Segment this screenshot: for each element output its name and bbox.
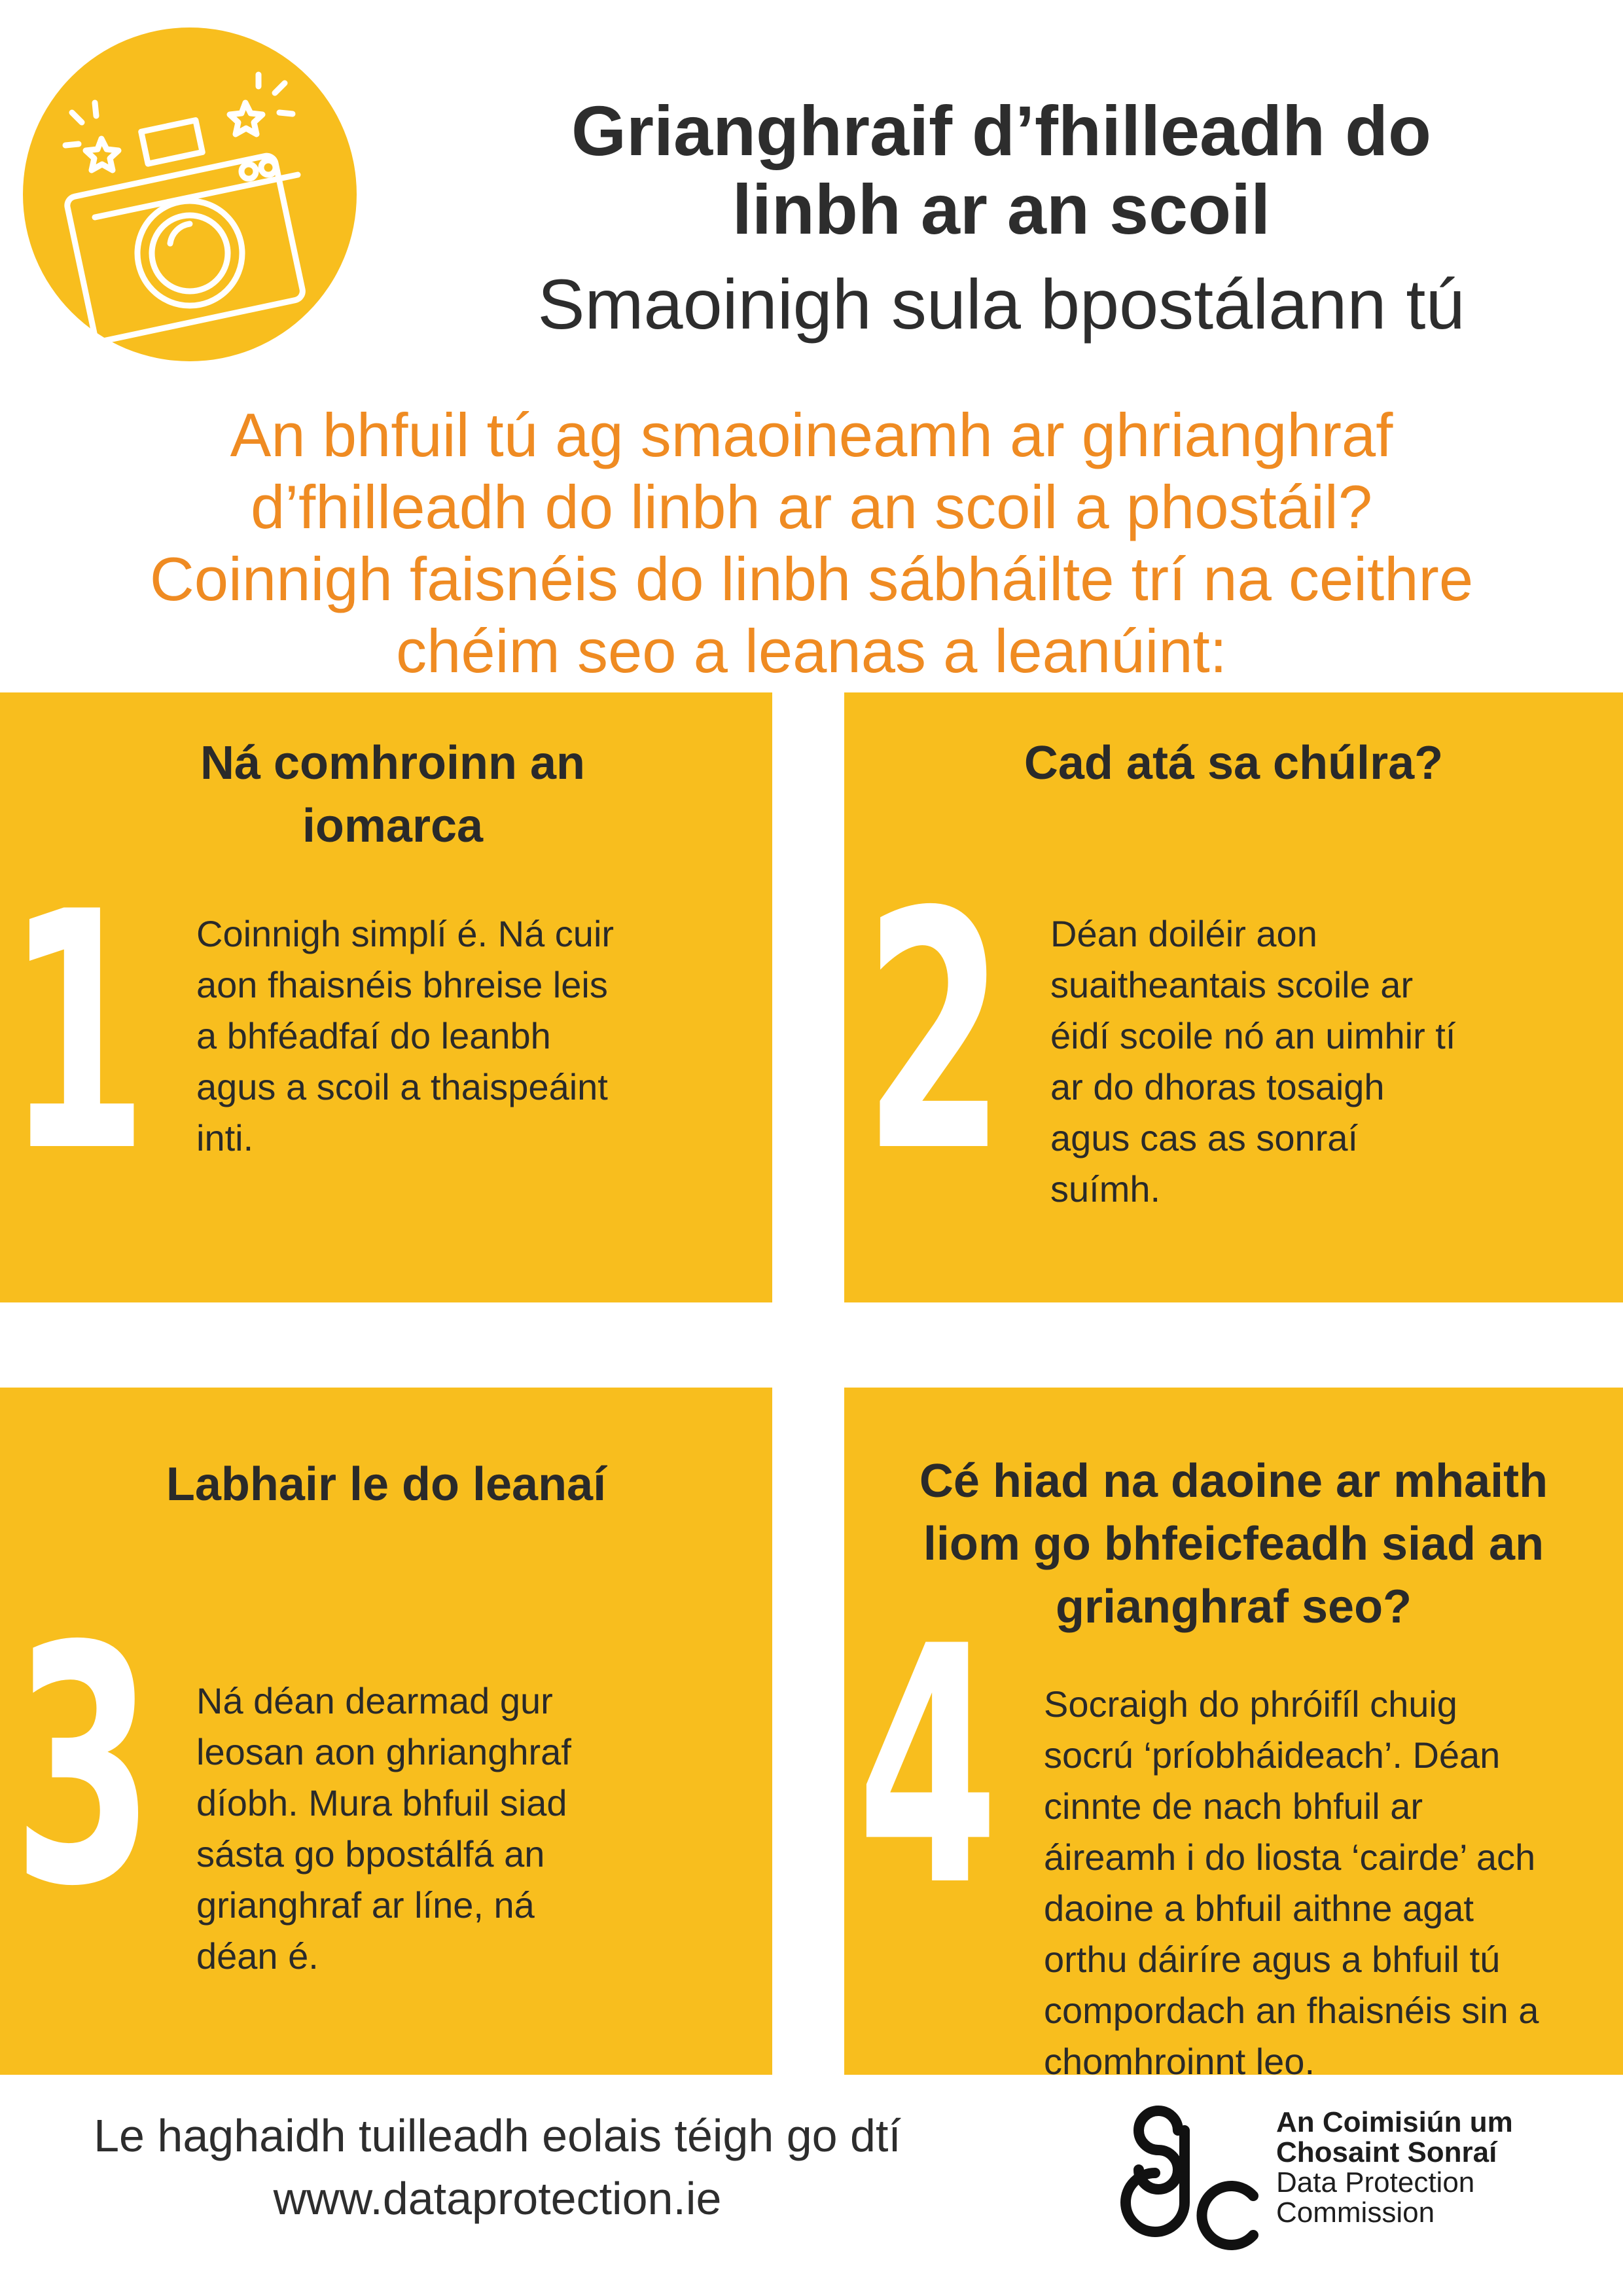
camera-badge xyxy=(23,27,357,361)
logo-name-en: Commission xyxy=(1276,2197,1435,2229)
step-4-body-line: daoine a bhfuil aithne agat xyxy=(1044,1888,1474,1929)
dpc-logo-text xyxy=(1276,2108,1513,2228)
title-line-2: linbh ar an scoil xyxy=(732,170,1271,249)
intro-text xyxy=(39,399,1584,687)
footer-info xyxy=(39,2104,955,2230)
step-1-number: 1 xyxy=(7,842,144,1223)
step-3-body-line: leosan aon ghrianghraf xyxy=(196,1731,571,1772)
camera-icon xyxy=(23,27,357,361)
logo-name-ga: An Coimisiún um xyxy=(1276,2106,1513,2138)
title-line-1: Grianghraif d’fhilleadh do xyxy=(571,91,1432,170)
step-3-body-line: sásta go bpostálfá an xyxy=(196,1833,545,1874)
step-4-body-line: cinnte de nach bhfuil ar xyxy=(1044,1785,1423,1827)
step-4-body-line: Socraigh do phróifíl chuig xyxy=(1044,1683,1457,1725)
step-4-heading-line: grianghraf seo? xyxy=(1055,1581,1412,1633)
step-2-body xyxy=(1050,908,1455,1215)
step-3-body-line: díobh. Mura bhfuil siad xyxy=(196,1782,567,1823)
step-2-heading xyxy=(870,732,1597,795)
step-panel-2 xyxy=(844,692,1623,1302)
step-4-body-line: chomhroinnt leo. xyxy=(1044,2041,1315,2082)
footer-link[interactable]: www.dataprotection.ie xyxy=(273,2173,722,2224)
step-2-body-line: agus cas as sonraí xyxy=(1050,1117,1359,1158)
step-3-heading-line: Labhair le do leanaí xyxy=(166,1458,607,1511)
step-2-heading-line: Cad atá sa chúlra? xyxy=(1024,737,1444,789)
step-2-body-line: suaitheantais scoile ar xyxy=(1050,964,1414,1005)
step-4-number: 4 xyxy=(857,1577,995,1958)
step-panel-1 xyxy=(0,692,772,1302)
step-3-body-line: Ná déan dearmad gur xyxy=(196,1680,553,1721)
step-2-body-line: suímh. xyxy=(1050,1168,1161,1210)
step-1-body-line: a bhféadfaí do leanbh xyxy=(196,1015,551,1056)
page-subtitle: Smaoinigh sula bpostálann tú xyxy=(537,264,1465,344)
step-1-body-line: aon fhaisnéis bhreise leis xyxy=(196,964,608,1005)
step-3-number: 3 xyxy=(13,1577,151,1958)
step-4-body-line: áireamh i do liosta ‘cairde’ ach xyxy=(1044,1837,1536,1878)
step-2-body-line: Déan doiléir aon xyxy=(1050,913,1317,954)
step-4-body xyxy=(1044,1679,1539,2087)
step-4-heading-line: liom go bhfeicfeadh siad an xyxy=(923,1518,1544,1570)
step-2-number: 2 xyxy=(864,842,1001,1223)
step-1-body xyxy=(196,908,614,1164)
page-title xyxy=(406,92,1597,249)
step-3-body-line: grianghraf ar líne, ná xyxy=(196,1884,535,1926)
step-1-heading-line: iomarca xyxy=(302,800,484,852)
step-1-body-line: Coinnigh simplí é. Ná cuir xyxy=(196,913,615,954)
step-1-body-line: inti. xyxy=(196,1117,254,1158)
step-4-body-line: compordach an fhaisnéis sin a xyxy=(1044,1990,1539,2031)
step-2-body-line: ar do dhoras tosaigh xyxy=(1050,1066,1385,1107)
step-1-heading xyxy=(79,732,707,857)
step-panel-4 xyxy=(844,1388,1623,2082)
step-1-heading-line: Ná comhroinn an xyxy=(200,737,586,789)
step-1-body-line: agus a scoil a thaispeáint xyxy=(196,1066,608,1107)
step-4-heading-line: Cé hiad na daoine ar mhaith xyxy=(919,1455,1548,1507)
intro-line: An bhfuil tú ag smaoineamh ar ghrianghraf xyxy=(230,401,1393,469)
intro-line: Coinnigh faisnéis do linbh sábháilte trí na ceithre xyxy=(149,545,1474,613)
step-4-body-line: socrú ‘príobháideach’. Déan xyxy=(1044,1734,1501,1776)
step-3-heading xyxy=(52,1453,720,1516)
step-2-body-line: éidí scoile nó an uimhir tí xyxy=(1050,1015,1456,1056)
step-3-body-line: déan é. xyxy=(196,1935,319,1977)
dpc-logo-icon xyxy=(1113,2104,1270,2261)
logo-name-en: Data Protection xyxy=(1276,2166,1475,2198)
footer-line: Le haghaidh tuilleadh eolais téigh go dtí xyxy=(94,2110,901,2161)
step-3-body xyxy=(196,1676,571,1982)
step-4-body-line: orthu dáiríre agus a bhfuil tú xyxy=(1044,1939,1501,1980)
intro-line: chéim seo a leanas a leanúint: xyxy=(396,617,1227,685)
logo-name-ga: Chosaint Sonraí xyxy=(1276,2136,1497,2168)
step-panel-3 xyxy=(0,1388,772,2075)
intro-line: d’fhilleadh do linbh ar an scoil a phostáil? xyxy=(250,473,1373,541)
